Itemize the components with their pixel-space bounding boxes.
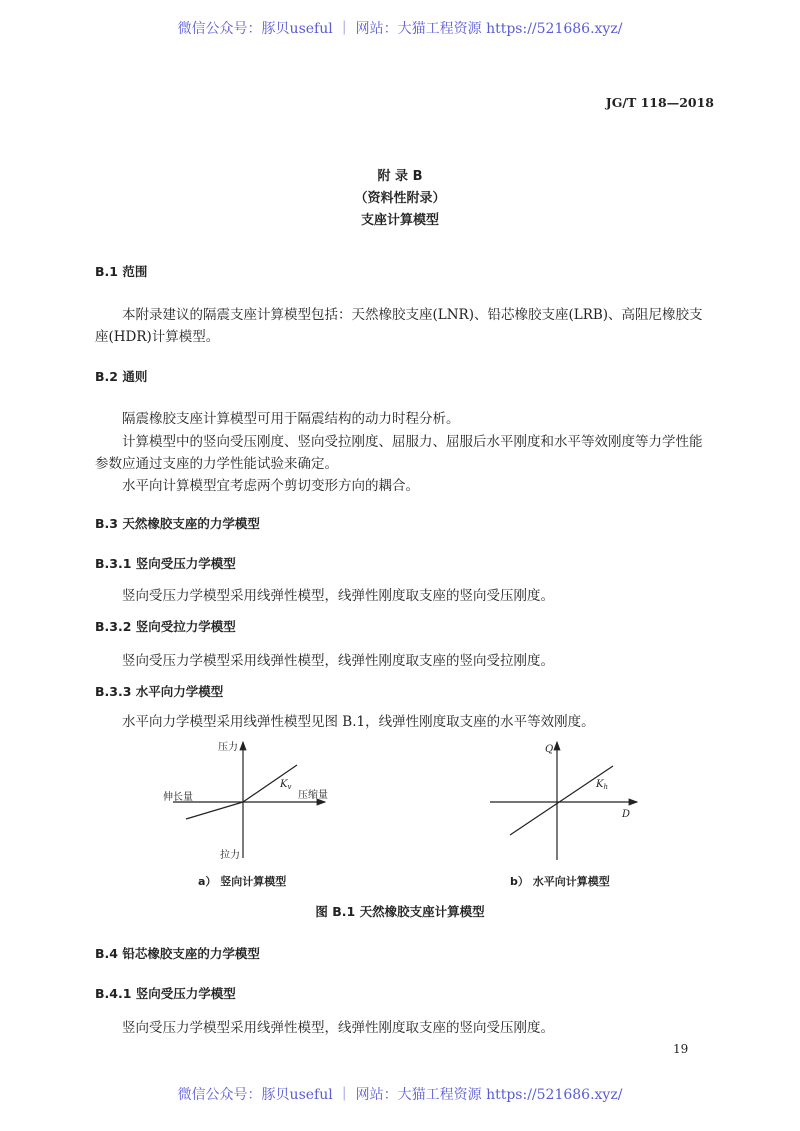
heading-b41: B.4.1 竖向受压力学模型 xyxy=(95,986,236,1001)
subcaption-b: b） 水平向计算模型 xyxy=(510,875,610,888)
heading-b32: B.3.2 竖向受拉力学模型 xyxy=(95,619,236,634)
standard-code: JG/T 118—2018 xyxy=(605,95,714,110)
paragraph-line: 水平向力学模型采用线弹性模型见图 B.1，线弹性刚度取支座的水平等效刚度。 xyxy=(122,714,595,730)
appendix-title: 附 录 B xyxy=(377,169,423,184)
diagram-vertical-model xyxy=(163,740,328,861)
appendix-type: （资料性附录） xyxy=(354,191,446,206)
appendix-name: 支座计算模型 xyxy=(360,213,439,228)
label-tension: 拉力 xyxy=(220,850,240,861)
page-number: 19 xyxy=(673,1042,689,1056)
subcaption-a: a） 竖向计算模型 xyxy=(198,875,287,888)
label-compression: 压缩量 xyxy=(298,790,328,801)
stiffness-line xyxy=(510,766,613,835)
paragraph-line: 竖向受压力学模型采用线弹性模型，线弹性刚度取支座的竖向受压刚度。 xyxy=(122,588,554,604)
heading-b2: B.2 通则 xyxy=(95,369,148,384)
paragraph-line: 本附录建议的隔震支座计算模型包括：天然橡胶支座(LNR)、铅芯橡胶支座(LRB)、高阻尼橡胶支 xyxy=(122,307,703,323)
paragraph-line: 座(HDR)计算模型。 xyxy=(95,329,220,345)
paragraph-line: 隔震橡胶支座计算模型可用于隔震结构的动力时程分析。 xyxy=(122,411,460,427)
paragraph-line: 水平向计算模型宜考虑两个剪切变形方向的耦合。 xyxy=(122,478,419,494)
heading-b31: B.3.1 竖向受压力学模型 xyxy=(95,556,236,571)
label-d: D xyxy=(622,809,631,820)
tension-line xyxy=(186,802,243,819)
watermark-header: 微信公众号：豚贝useful ｜ 网站：大猫工程资源 https://521686.xyz/ xyxy=(177,21,623,37)
label-kh: $K_h$ xyxy=(596,779,608,791)
heading-b4: B.4 铅芯橡胶支座的力学模型 xyxy=(95,946,260,961)
paragraph-line: 竖向受压力学模型采用线弹性模型，线弹性刚度取支座的竖向受压刚度。 xyxy=(122,1020,554,1036)
watermark-footer: 微信公众号：豚贝useful ｜ 网站：大猫工程资源 https://521686.xyz/ xyxy=(177,1087,623,1103)
paragraph-line: 计算模型中的竖向受压刚度、竖向受拉刚度、屈服力、屈服后水平刚度和水平等效刚度等力学性能 xyxy=(122,434,703,450)
heading-b1: B.1 范围 xyxy=(95,264,148,279)
diagram-horizontal-model xyxy=(490,742,637,860)
label-kv: $K_v$ xyxy=(280,779,292,791)
paragraph-line: 参数应通过支座的力学性能试验来确定。 xyxy=(95,456,338,472)
label-q: Q xyxy=(545,744,554,755)
label-pressure: 压力 xyxy=(218,742,238,753)
figure-caption: 图 B.1 天然橡胶支座计算模型 xyxy=(315,904,485,919)
heading-b33: B.3.3 水平向力学模型 xyxy=(95,684,224,699)
label-elongation: 伸长量 xyxy=(163,792,193,803)
paragraph-line: 竖向受压力学模型采用线弹性模型，线弹性刚度取支座的竖向受拉刚度。 xyxy=(122,653,554,669)
heading-b3: B.3 天然橡胶支座的力学模型 xyxy=(95,516,260,531)
